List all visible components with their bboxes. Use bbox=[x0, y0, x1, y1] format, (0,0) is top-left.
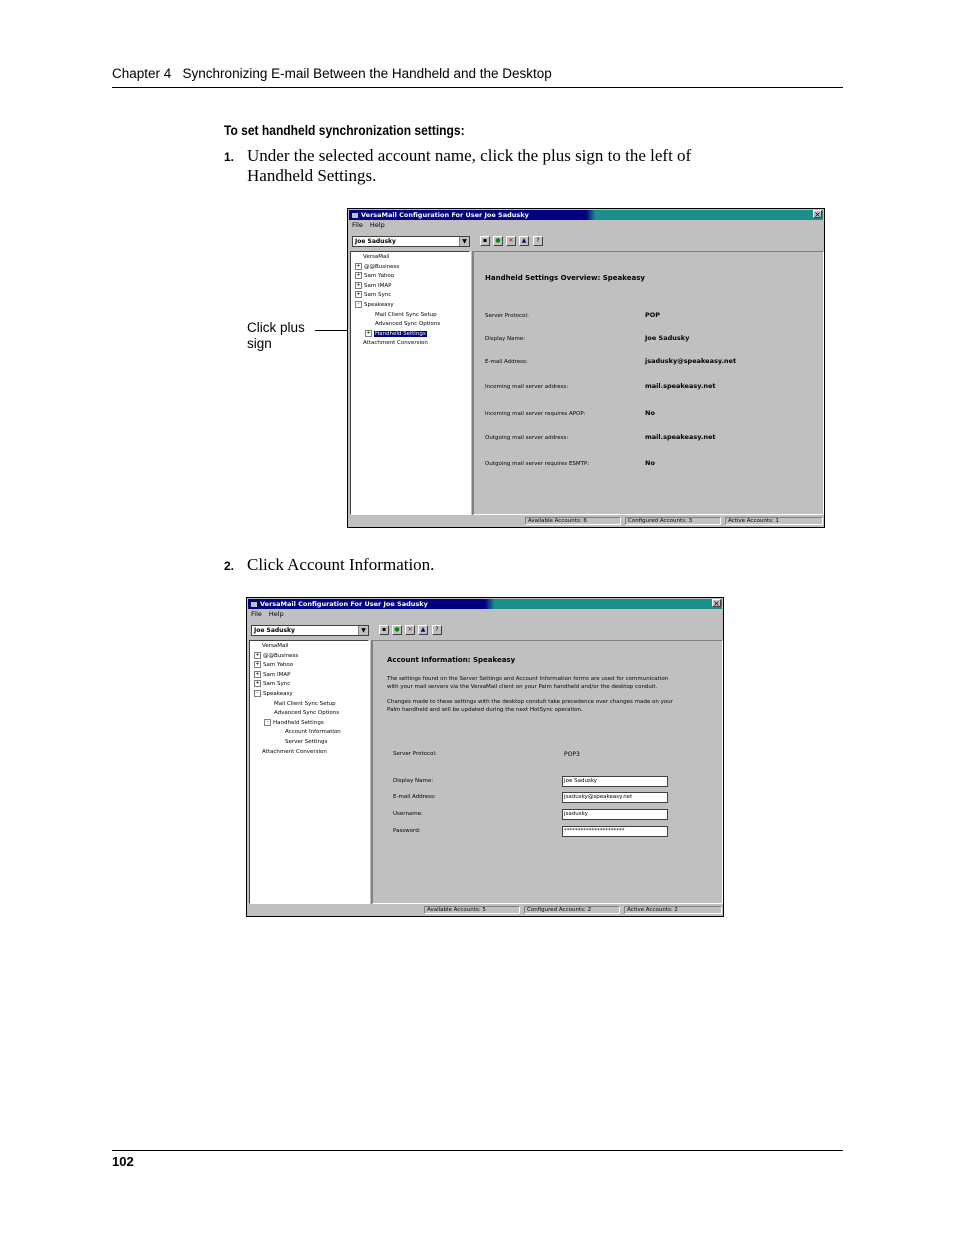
chevron-down-icon[interactable]: ▼ bbox=[358, 626, 368, 635]
tree-item-account-information[interactable]: Account Information bbox=[285, 729, 341, 736]
info-paragraph-1 bbox=[387, 676, 668, 691]
email-address-label: E-mail Address: bbox=[393, 794, 436, 800]
expand-icon[interactable]: + bbox=[356, 281, 361, 288]
info-line: The settings found on the Server Settings and Account Information forms are used for communication bbox=[387, 676, 669, 682]
save-button[interactable]: ▪ bbox=[379, 625, 389, 635]
menu-file[interactable]: File bbox=[251, 610, 262, 618]
password-field[interactable]: ********************** bbox=[562, 826, 668, 837]
menu-file[interactable]: File bbox=[352, 221, 363, 229]
step-text-line: Under the selected account name, click the plus sign to the left of bbox=[247, 146, 692, 165]
pane-title: Account Information: Speakeasy bbox=[387, 656, 516, 664]
tree-item-server-settings[interactable]: Server Settings bbox=[285, 738, 328, 745]
server-protocol-value: POP bbox=[645, 311, 661, 319]
tree-item-speakeasy[interactable]: - Speakeasy bbox=[254, 690, 368, 700]
status-available-accounts: Available Accounts: 5 bbox=[424, 906, 520, 914]
procedure-heading: To set handheld synchronization settings: bbox=[224, 122, 465, 138]
status-configured-accounts: Configured Accounts: 2 bbox=[524, 906, 620, 914]
close-button[interactable]: × bbox=[713, 599, 720, 608]
versamail-window-2 bbox=[246, 597, 724, 917]
account-select-value: Joe Sadusky bbox=[355, 238, 396, 245]
collapse-icon[interactable]: - bbox=[254, 690, 261, 697]
server-protocol-label: Server Protocol: bbox=[485, 313, 529, 319]
chevron-down-icon[interactable]: ▼ bbox=[459, 237, 469, 246]
expand-icon[interactable]: + bbox=[255, 661, 260, 668]
tree-item-speakeasy[interactable]: - Speakeasy bbox=[355, 301, 469, 311]
email-address-value: jsadusky@speakeasy.net bbox=[645, 357, 737, 365]
delete-account-button[interactable]: ✕ bbox=[405, 625, 415, 635]
display-name-label: Display Name: bbox=[393, 778, 434, 784]
account-tree bbox=[350, 251, 470, 515]
info-paragraph-2 bbox=[387, 699, 673, 714]
add-account-button[interactable]: ● bbox=[392, 625, 402, 635]
tree-item-handheld-settings[interactable]: + Handheld Settings bbox=[366, 329, 426, 337]
expand-icon[interactable]: + bbox=[366, 329, 371, 336]
account-tree bbox=[249, 640, 369, 904]
info-line: Palm handheld and will be updated during the next HotSync operation. bbox=[387, 706, 583, 713]
username-label: Username: bbox=[393, 811, 423, 817]
expand-icon[interactable]: + bbox=[356, 291, 361, 298]
email-address-label: E-mail Address: bbox=[485, 359, 528, 365]
username-field[interactable]: jsadusky bbox=[562, 809, 668, 820]
outgoing-server-value: mail.speakeasy.net bbox=[645, 433, 716, 441]
menu-help[interactable]: Help bbox=[369, 221, 385, 229]
step-text bbox=[247, 146, 691, 186]
status-bar bbox=[349, 516, 823, 526]
app-icon bbox=[352, 213, 358, 218]
help-button[interactable]: ? bbox=[432, 625, 442, 635]
account-information-pane bbox=[372, 640, 723, 904]
tree-item-mail-client-sync-setup[interactable]: Mail Client Sync Setup bbox=[375, 311, 437, 318]
step-number: 2. bbox=[224, 559, 235, 573]
expand-icon[interactable]: + bbox=[255, 670, 260, 677]
footer-rule bbox=[112, 1150, 843, 1151]
add-account-button[interactable]: ● bbox=[493, 236, 503, 246]
page-number: 102 bbox=[112, 1154, 134, 1169]
esmtp-label: Outgoing mail server requires ESMTP: bbox=[485, 461, 590, 467]
tree-item-sam-imap[interactable]: + Sam IMAP bbox=[356, 281, 392, 289]
esmtp-value: No bbox=[645, 459, 655, 467]
user-button[interactable]: ▲ bbox=[418, 625, 428, 635]
expand-icon[interactable]: + bbox=[356, 272, 361, 279]
expand-icon[interactable]: + bbox=[255, 651, 260, 658]
step-text-line: Handheld Settings. bbox=[247, 166, 377, 185]
title-bar[interactable] bbox=[349, 210, 823, 220]
tree-item-attachment-conversion[interactable]: Attachment Conversion bbox=[262, 748, 327, 755]
server-protocol-value: POP3 bbox=[564, 751, 580, 758]
running-head: Chapter 4 Synchronizing E-mail Between the Handheld and the Desktop bbox=[112, 66, 552, 81]
close-button[interactable]: × bbox=[814, 210, 821, 219]
tree-item-advanced-sync-options[interactable]: Advanced Sync Options bbox=[375, 321, 441, 328]
tree-item-versamail[interactable]: VersaMail bbox=[262, 643, 289, 649]
apop-value: No bbox=[645, 409, 655, 417]
account-select[interactable] bbox=[352, 236, 470, 247]
status-available-accounts: Available Accounts: 6 bbox=[525, 517, 621, 525]
status-active-accounts: Active Accounts: 2 bbox=[624, 906, 722, 914]
tree-item-mail-client-sync-setup[interactable]: Mail Client Sync Setup bbox=[274, 700, 336, 707]
window-title: VersaMail Configuration For User Joe Sadusky bbox=[361, 211, 529, 219]
info-line: with your mail servers via the VersaMail client on your Palm handheld and/or the desktop conduit. bbox=[387, 683, 658, 690]
tree-item-sam-imap[interactable]: + Sam IMAP bbox=[255, 670, 291, 678]
account-select-value: Joe Sadusky bbox=[254, 627, 295, 634]
callout-line-2: sign bbox=[247, 336, 272, 351]
app-icon bbox=[251, 602, 257, 607]
status-configured-accounts: Configured Accounts: 3 bbox=[625, 517, 721, 525]
collapse-icon[interactable]: - bbox=[355, 301, 362, 308]
info-line: Changes made to these settings with the desktop conduit take precedence over changes made on your bbox=[387, 699, 673, 705]
step-number: 1. bbox=[224, 150, 235, 164]
expand-icon[interactable]: + bbox=[356, 262, 361, 269]
pane-title: Handheld Settings Overview: Speakeasy bbox=[485, 274, 645, 282]
header-rule bbox=[112, 87, 843, 88]
window-title: VersaMail Configuration For User Joe Sadusky bbox=[260, 600, 428, 608]
tree-item-business[interactable]: + @@Business bbox=[356, 262, 400, 270]
callout-line-1: Click plus bbox=[247, 320, 305, 335]
tree-item-sam-sync[interactable]: + Sam Sync bbox=[356, 291, 392, 299]
delete-account-button[interactable]: ✕ bbox=[506, 236, 516, 246]
user-button[interactable]: ▲ bbox=[519, 236, 529, 246]
display-name-label: Display Name: bbox=[485, 336, 526, 342]
help-button[interactable]: ? bbox=[533, 236, 543, 246]
status-active-accounts: Active Accounts: 1 bbox=[725, 517, 823, 525]
expand-icon[interactable]: + bbox=[255, 680, 260, 687]
tree-item-sam-sync[interactable]: + Sam Sync bbox=[255, 680, 291, 688]
tree-item-handheld-settings[interactable]: - Handheld Settings bbox=[254, 719, 368, 729]
incoming-server-value: mail.speakeasy.net bbox=[645, 382, 716, 390]
tree-item-business[interactable]: + @@Business bbox=[255, 651, 299, 659]
menu-bar bbox=[251, 610, 291, 618]
apop-label: Incoming mail server requires APOP: bbox=[485, 411, 586, 417]
save-button[interactable]: ▪ bbox=[480, 236, 490, 246]
menu-help[interactable]: Help bbox=[268, 610, 284, 618]
settings-overview-pane bbox=[473, 251, 824, 515]
menu-bar bbox=[352, 221, 392, 229]
step-text: Click Account Information. bbox=[247, 555, 435, 574]
account-select[interactable] bbox=[251, 625, 369, 636]
tree-item-advanced-sync-options[interactable]: Advanced Sync Options bbox=[274, 710, 340, 717]
email-address-field[interactable]: jsadusky@speakeasy.net bbox=[562, 792, 668, 803]
tree-item-sam-yahoo[interactable]: + Sam Yahoo bbox=[356, 272, 395, 280]
incoming-server-label: Incoming mail server address: bbox=[485, 384, 569, 390]
server-protocol-label: Server Protocol: bbox=[393, 751, 437, 757]
title-bar[interactable] bbox=[248, 599, 722, 609]
password-label: Password: bbox=[393, 828, 421, 834]
tree-item-attachment-conversion[interactable]: Attachment Conversion bbox=[363, 340, 428, 347]
display-name-field[interactable]: Joe Sadusky bbox=[562, 776, 668, 787]
display-name-value: Joe Sadusky bbox=[645, 334, 690, 342]
callout-label bbox=[247, 320, 305, 352]
collapse-icon[interactable]: - bbox=[264, 719, 271, 726]
tree-item-versamail[interactable]: VersaMail bbox=[363, 254, 390, 260]
status-bar bbox=[248, 905, 722, 915]
outgoing-server-label: Outgoing mail server address: bbox=[485, 435, 569, 441]
tree-item-sam-yahoo[interactable]: + Sam Yahoo bbox=[255, 661, 294, 669]
versamail-window-1 bbox=[347, 208, 825, 528]
